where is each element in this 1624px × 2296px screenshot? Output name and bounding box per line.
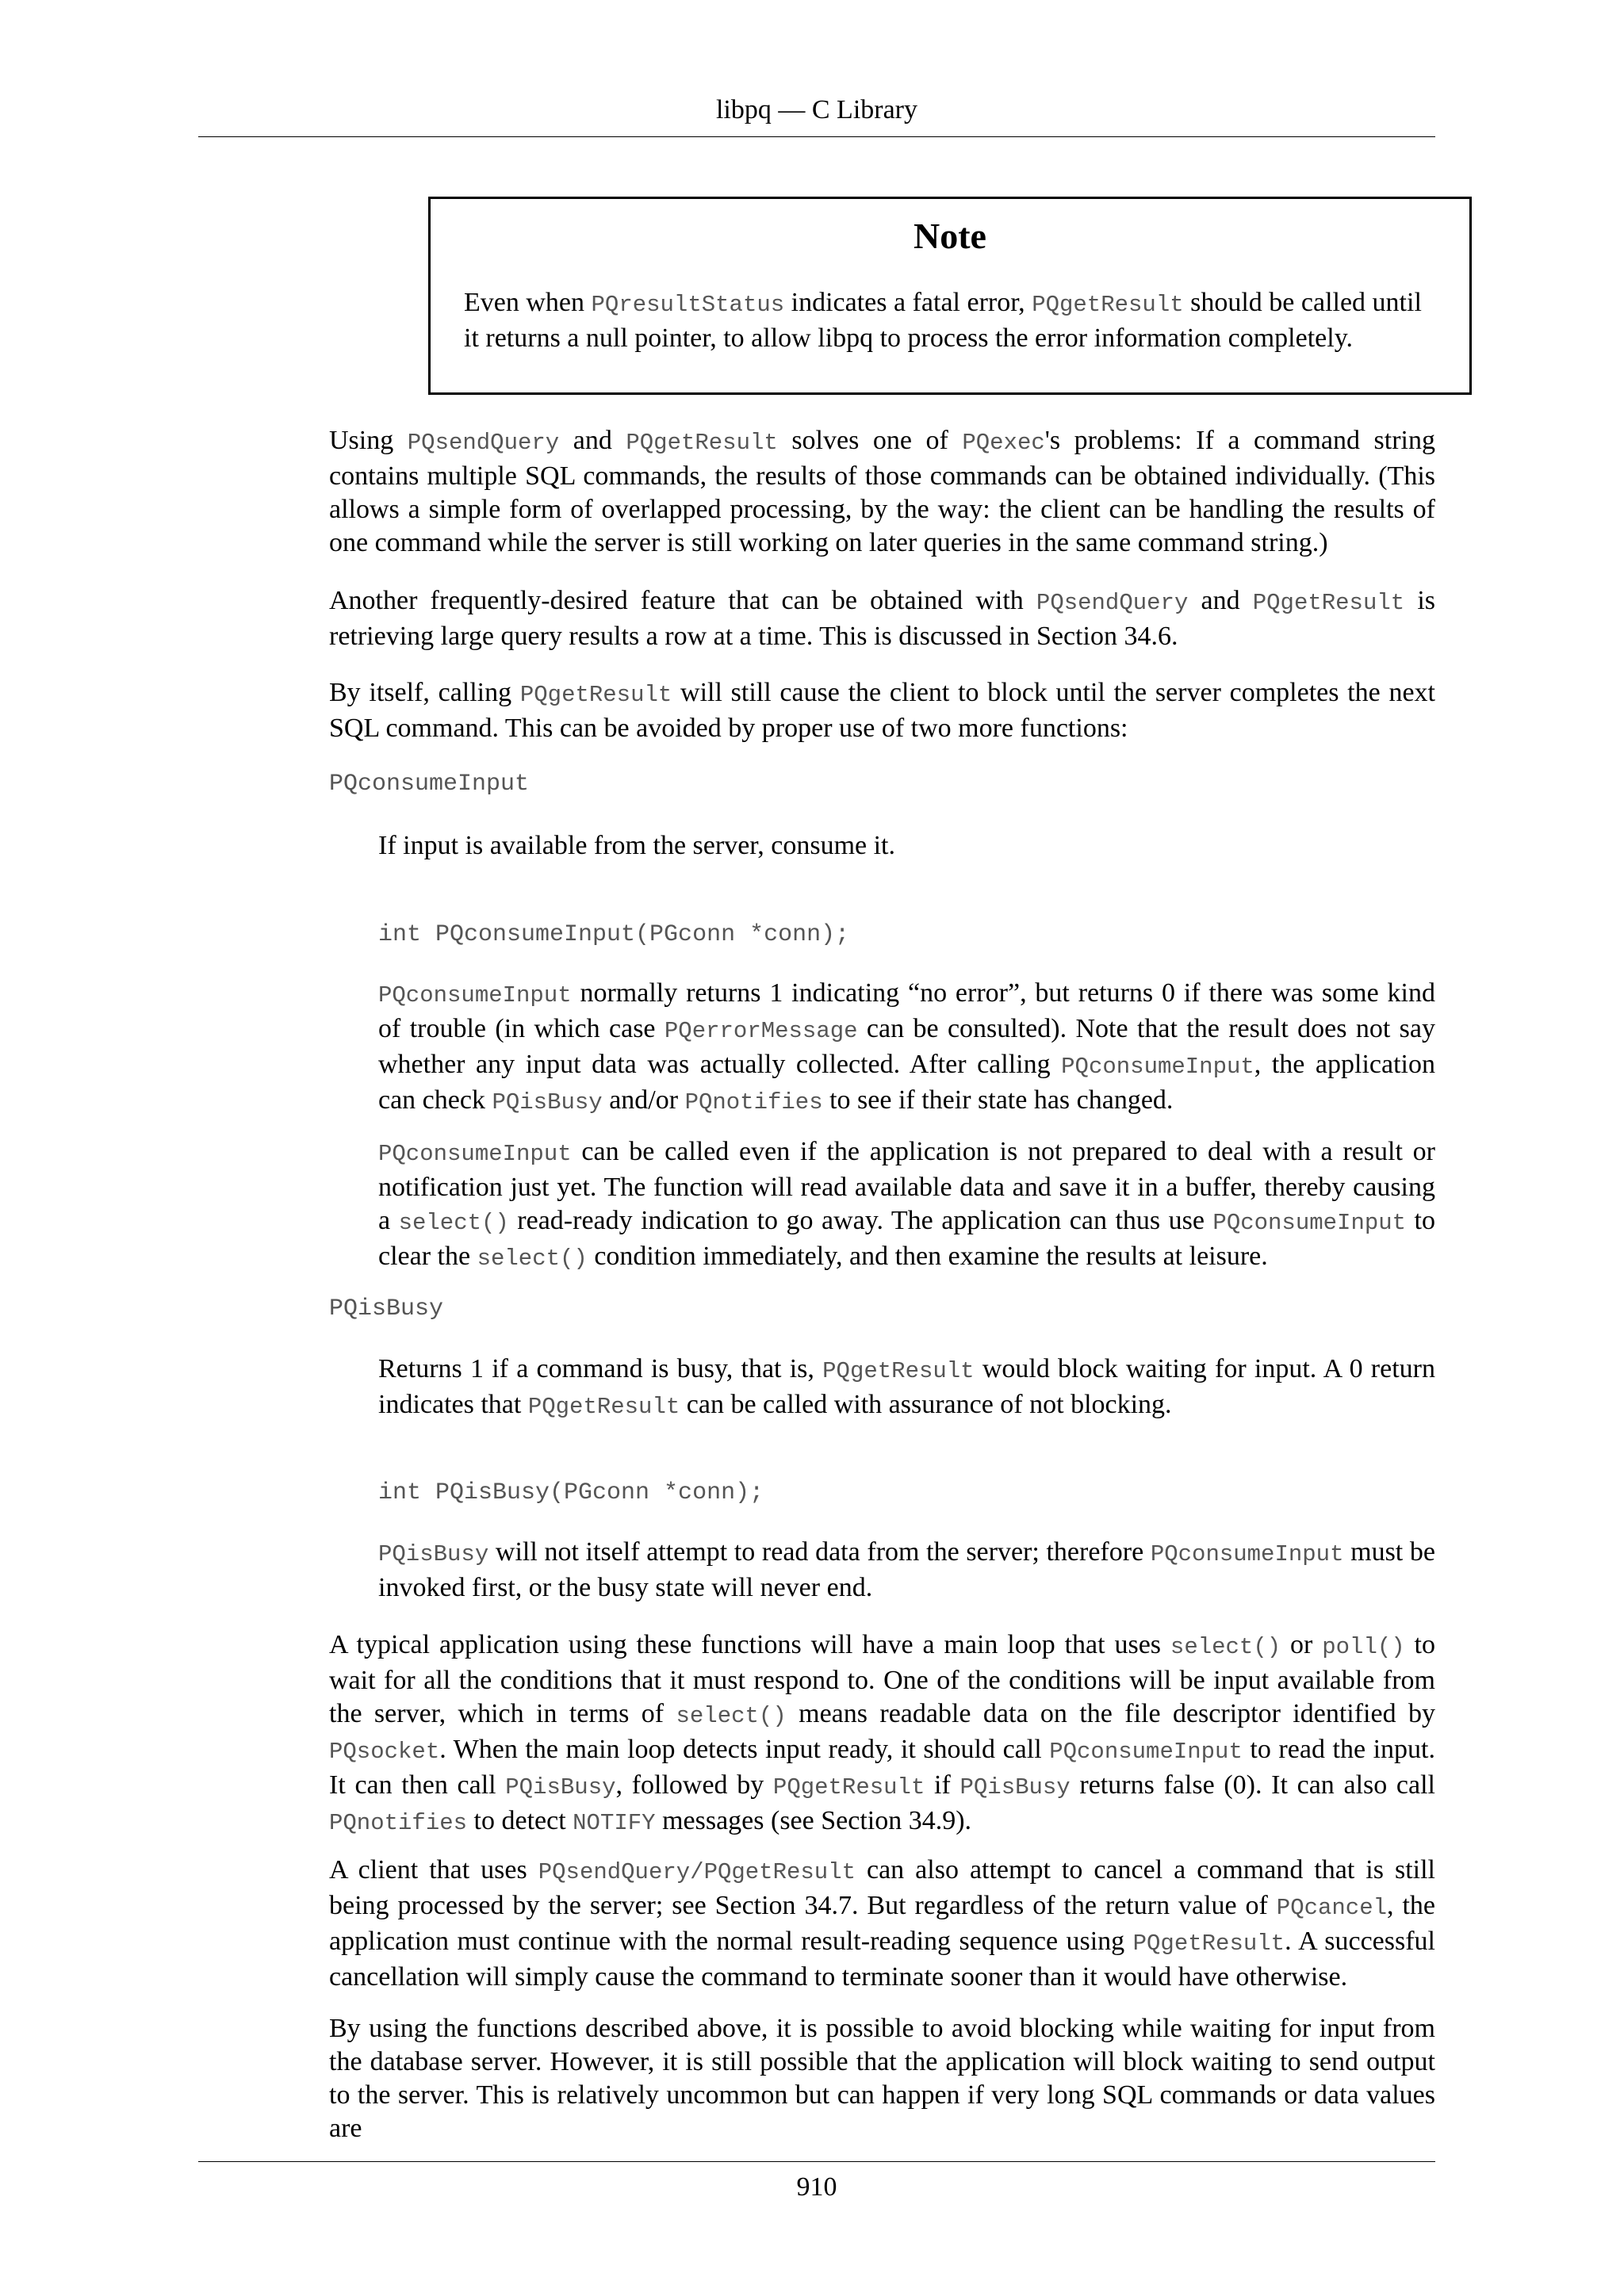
- note-box: [428, 197, 1472, 395]
- running-header: libpq — C Library: [715, 95, 918, 124]
- term-pqconsumeinput: PQconsumeInput: [329, 771, 530, 798]
- code-pqisbusy-signature: int PQisBusy(PGconn *conn);: [378, 1479, 764, 1506]
- isbusy-description: PQisBusy will not itself attempt to read data from the server; therefore PQconsumeInput must be invoked first, or the busy state will never end.: [378, 1537, 1436, 1602]
- paragraph-nonblocking: By using the functions described above, it is possible to avoid blocking while waiting for input from the database server. However, it is still possible that the application will block waiting to send output to the server. This is relatively uncommon but can happen if very long SQL commands or data values are: [329, 2014, 1435, 2143]
- page-number: 910: [796, 2172, 837, 2202]
- consumeinput-select-note: PQconsumeInput can be called even if the application is not prepared to deal with a result or notification just yet. The function will read available data and save it in a buffer, thereby causing a select() read-ready indication to go away. The application can thus use PQconsumeInput to clear the select() condition immediately, and then examine the results at leisure.: [378, 1137, 1435, 1272]
- isbusy-summary: Returns 1 if a command is busy, that is, PQgetResult would block waiting for input. A 0 return indicates that PQgetResult can be called with assurance of not blocking.: [378, 1354, 1435, 1420]
- paragraph-sendquery: Using PQsendQuery and PQgetResult solves one of PQexec's problems: If a command string contains multiple SQL commands, the results of those commands can be obtained individually. (This allows a simple form of overlapped processing, by the way: the client can be handling the results of one command while the server is still working on later queries in the same command string.): [329, 426, 1435, 557]
- footer-rule: [198, 2161, 1435, 2162]
- term-pqisbusy: PQisBusy: [329, 1295, 444, 1322]
- code-pqconsumeinput-signature: int PQconsumeInput(PGconn *conn);: [378, 921, 850, 948]
- consumeinput-description: PQconsumeInput normally returns 1 indicating “no error”, but returns 0 if there was some kind of trouble (in which case PQerrorMessage can be consulted). Note that the result does not say whether any input data was actually collected. After calling PQconsumeInput, the application can check PQisBusy and/or PQnotifies to see if their state has changed.: [378, 978, 1435, 1115]
- note-title: Note: [914, 216, 986, 256]
- paragraph-cancel: A client that uses PQsendQuery/PQgetResult can also attempt to cancel a command that is still being processed by the server; see Section 34.7. But regardless of the return value of PQcancel, the application must continue with the normal result-reading sequence using PQgetResult. A successful cancellation will simply cause the command to terminate sooner than it would have otherwise.: [329, 1855, 1435, 1992]
- note-body: Even when PQresultStatus indicates a fatal error, PQgetResult should be called until it returns a null pointer, to allow libpq to process the error information completely.: [464, 288, 1422, 353]
- paragraph-main-loop: A typical application using these functions will have a main loop that uses select() or poll() to wait for all the conditions that it must respond to. One of the conditions will be input available from the server, which in terms of select() means readable data on the file descriptor identified by PQsocket. When the main loop detects input ready, it should call PQconsumeInput to read the input. It can then call PQisBusy, followed by PQgetResult if PQisBusy returns false (0). It can also call PQnotifies to detect NOTIFY messages (see Section 34.9).: [329, 1630, 1435, 1836]
- header-rule: [198, 136, 1435, 137]
- paragraph-row-at-a-time: Another frequently-desired feature that can be obtained with PQsendQuery and PQgetResult is retrieving large query results a row at a time. This is discussed in Section 34.6.: [329, 586, 1435, 651]
- paragraph-blocking: By itself, calling PQgetResult will still cause the client to block until the server completes the next SQL command. This can be avoided by proper use of two more functions:: [329, 678, 1435, 743]
- consumeinput-summary: If input is available from the server, consume it.: [378, 831, 895, 860]
